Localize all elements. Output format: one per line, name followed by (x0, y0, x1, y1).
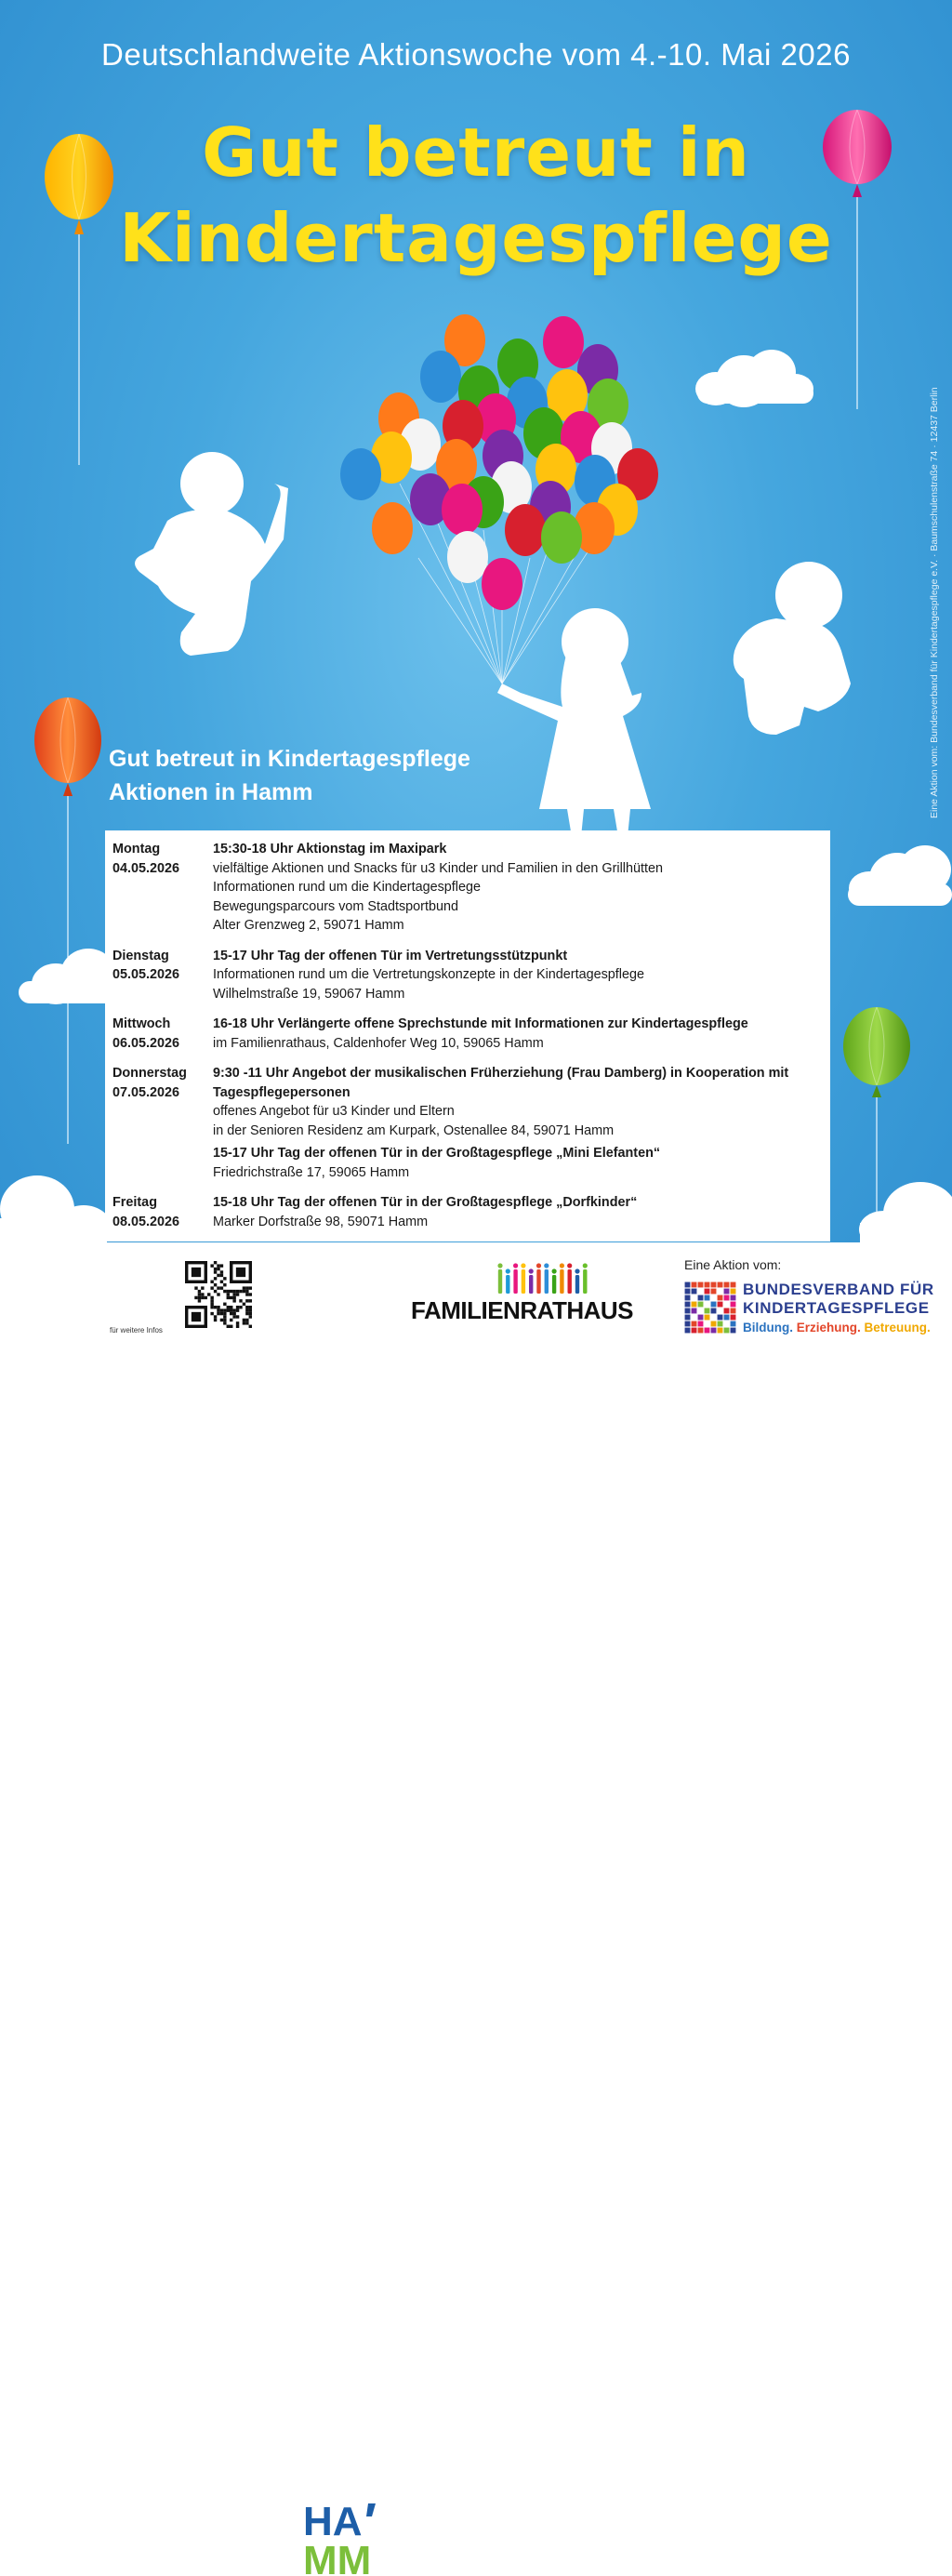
qr-note: für weitere Infos (110, 1326, 163, 1334)
section-title-line-1: Gut betreut in Kindertagespflege (109, 746, 470, 772)
schedule-details (213, 1015, 823, 1056)
event-detail-line: Alter Grenzweg 2, 59071 Hamm (213, 918, 404, 933)
bundesverband-logo-icon (684, 1281, 736, 1334)
organizer-note: Eine Aktion vom: (684, 1257, 782, 1272)
schedule-day (112, 1064, 213, 1186)
event-detail-line: in der Senioren Residenz am Kurpark, Ostenallee 84, 59071 Hamm (213, 1122, 615, 1138)
schedule-row (112, 1015, 823, 1056)
cloud-icon (695, 350, 813, 407)
balloon-orange-icon (34, 697, 101, 796)
weekday: Freitag (112, 1195, 157, 1210)
schedule-details (213, 947, 823, 1008)
child-girl-silhouette (497, 608, 651, 837)
event (213, 1193, 823, 1231)
event-detail-line: im Familienrathaus, Caldenhofer Weg 10, 59065 Hamm (213, 1035, 544, 1051)
schedule-table (105, 830, 830, 1242)
event-title: 15-17 Uhr Tag der offenen Tür im Vertretungsstützpunkt (213, 948, 568, 963)
event-detail-line: Marker Dorfstraße 98, 59071 Hamm (213, 1214, 429, 1229)
event-detail-line: Bewegungsparcours vom Stadtsportbund (213, 898, 458, 914)
event-title: 9:30 -11 Uhr Angebot der musikalischen Früherziehung (Frau Damberg) in Kooperation mit Tagespflegepersonen (213, 1066, 789, 1100)
date: 05.05.2026 (112, 967, 180, 982)
schedule-day (112, 947, 213, 1008)
child-jumping-silhouette (135, 452, 288, 656)
event (213, 1144, 823, 1182)
bundesverband-name-line-2: KINDERTAGESPFLEGE (743, 1299, 930, 1317)
tagline-betreuung: Betreuung. (864, 1321, 931, 1334)
main-title-line-2: Kindertagespflege (119, 199, 833, 277)
qr-code-icon[interactable] (185, 1261, 252, 1328)
event-detail-line: Friedrichstraße 17, 59065 Hamm (213, 1164, 410, 1180)
event-title: 15-18 Uhr Tag der offenen Tür in der Großtagespflege „Dorfkinder“ (213, 1195, 638, 1210)
child-crawling-silhouette (734, 562, 851, 735)
main-title (0, 110, 952, 281)
event-detail-line: Informationen rund um die Vertretungskonzepte in der Kindertagespflege (213, 967, 644, 982)
event (213, 840, 823, 936)
event-title: 15-17 Uhr Tag der offenen Tür in der Großtagespflege „Mini Elefanten“ (213, 1146, 661, 1161)
weekday: Mittwoch (112, 1016, 171, 1031)
event-detail-line: vielfältige Aktionen und Snacks für u3 Kinder und Familien in den Grillhütten (213, 860, 663, 876)
hamm-logo (303, 2500, 381, 2576)
bundesverband-name-line-1: BUNDESVERBAND FÜR (743, 1281, 934, 1298)
event-detail-line: Informationen rund um die Kindertagespflege (213, 880, 481, 895)
schedule-day (112, 1193, 213, 1235)
balloon-bunch-icon (340, 314, 658, 610)
familienrathaus-people-icon (496, 1258, 593, 1295)
cloud-icon (859, 1182, 952, 1248)
date: 04.05.2026 (112, 860, 180, 876)
organizer-address-note: Eine Aktion vom: Bundesverband für Kindertagespflege e.V. · Baumschulenstraße 74 · 12437 Berlin (929, 387, 940, 818)
schedule-row (112, 840, 823, 939)
schedule-details (213, 1064, 823, 1186)
section-title (109, 742, 470, 809)
schedule-day (112, 1015, 213, 1056)
section-title-line-2: Aktionen in Hamm (109, 779, 313, 805)
event-week-banner: Deutschlandweite Aktionswoche vom 4.-10. Mai 2026 (101, 37, 851, 72)
schedule-day (112, 840, 213, 939)
schedule-row (112, 1064, 823, 1186)
event (213, 1064, 823, 1140)
tagline-erziehung: Erziehung. (796, 1321, 861, 1334)
event (213, 1015, 823, 1053)
familienrathaus-logo-text: FAMILIENRATHAUS (411, 1296, 634, 1324)
tagline-bildung: Bildung. (743, 1321, 793, 1334)
weekday: Dienstag (112, 948, 169, 963)
schedule-row (112, 947, 823, 1008)
schedule-row (112, 1193, 823, 1235)
event-title: 15:30-18 Uhr Aktionstag im Maxipark (213, 842, 447, 856)
bundesverband-tagline (743, 1321, 931, 1334)
main-title-line-1: Gut betreut in (202, 113, 750, 192)
schedule-details (213, 1193, 823, 1235)
date: 07.05.2026 (112, 1084, 180, 1100)
cloud-icon (848, 845, 952, 906)
balloon-green-icon (843, 1007, 910, 1097)
date: 06.05.2026 (112, 1035, 180, 1051)
weekday: Montag (112, 842, 161, 856)
event-title: 16-18 Uhr Verlängerte offene Sprechstunde mit Informationen zur Kindertagespflege (213, 1016, 748, 1031)
event (213, 947, 823, 1004)
date: 08.05.2026 (112, 1214, 180, 1229)
event-detail-line: Wilhelmstraße 19, 59067 Hamm (213, 986, 405, 1002)
svg-text:HA: HA (303, 2499, 363, 2544)
cloud-icon (0, 1175, 112, 1250)
weekday: Donnerstag (112, 1066, 187, 1081)
schedule-details (213, 840, 823, 939)
event-detail-line: offenes Angebot für u3 Kinder und Eltern (213, 1104, 455, 1119)
svg-text:MM: MM (303, 2538, 372, 2576)
